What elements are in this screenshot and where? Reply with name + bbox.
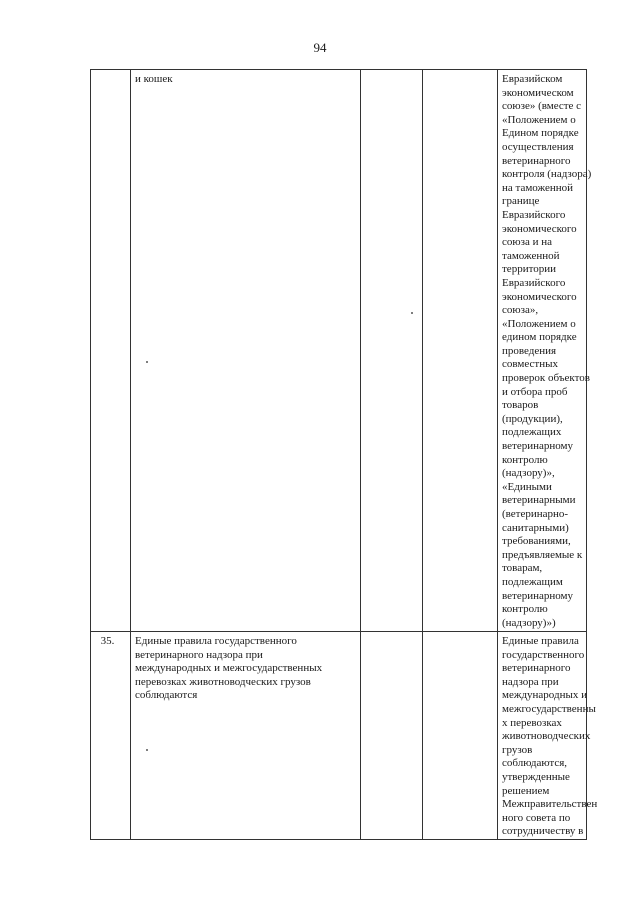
requirement-line: и кошек — [135, 73, 173, 85]
reference-line: экономического — [502, 290, 577, 303]
reference-line: проведения — [502, 344, 557, 357]
requirement-line: соблюдаются — [135, 689, 198, 702]
reference-line: решением — [502, 784, 550, 797]
reference-line: (надзору)», — [502, 467, 555, 480]
reference-line: грузов — [502, 743, 533, 756]
reference-line: «Положением о — [502, 113, 576, 126]
page-number: 94 — [313, 40, 327, 55]
reference-line: проверок объектов — [502, 372, 590, 385]
empty-cell — [423, 70, 498, 632]
reference-line: ветеринарному — [502, 440, 573, 453]
reference-line: ветеринарного — [502, 154, 571, 167]
reference-line: подлежащим — [502, 575, 563, 588]
reference-line: совместных — [502, 358, 558, 371]
requirement-cell — [131, 632, 361, 840]
reference-line: контролю — [502, 453, 548, 466]
reference-line: соблюдаются, — [502, 757, 568, 770]
reference-line: Евразийского — [502, 276, 566, 289]
reference-cell — [498, 70, 592, 632]
row-number-cell: 35. — [91, 632, 131, 840]
reference-line: ветеринарному — [502, 589, 573, 602]
reference-line: границе — [502, 195, 540, 208]
scan-speck — [411, 312, 413, 314]
reference-line: утвержденные — [502, 770, 570, 783]
row-number-cell — [91, 70, 131, 632]
reference-line: животноводческих — [502, 730, 591, 743]
reference-line: и отбора проб — [502, 385, 568, 398]
reference-line: Евразийском — [502, 73, 563, 85]
scan-speck — [146, 749, 148, 751]
reference-line: Единые правила — [502, 635, 579, 647]
reference-line: товаров — [502, 399, 539, 412]
requirement-line: перевозках животноводческих грузов — [135, 675, 311, 688]
reference-line: на таможенной — [502, 181, 574, 194]
reference-line: контроля (надзора) — [502, 168, 592, 181]
reference-line: товарам, — [502, 562, 543, 575]
reference-line: союза и на — [502, 236, 552, 249]
reference-line: контролю — [502, 603, 548, 616]
reference-line: территории — [502, 263, 557, 276]
reference-line: союза», — [502, 304, 539, 317]
reference-line: экономическом — [502, 86, 574, 99]
requirement-line: Единые правила государственного — [135, 635, 297, 647]
requirements-table — [90, 69, 598, 840]
reference-line: Межправительствен — [502, 798, 598, 811]
reference-line: (ветеринарно- — [502, 508, 569, 520]
empty-cell — [423, 632, 498, 840]
reference-line: союзе» (вместе с — [502, 100, 582, 113]
reference-line: ветеринарными — [502, 494, 576, 507]
reference-line: межгосударственны — [502, 702, 596, 715]
reference-cell — [498, 632, 598, 840]
reference-line: «Положением о — [502, 317, 576, 330]
reference-line: сотрудничеству в — [502, 825, 584, 838]
reference-line: санитарными) — [502, 521, 569, 534]
reference-line: едином порядке — [502, 331, 577, 344]
reference-line: предъявляемые к — [502, 548, 583, 561]
table-row — [91, 632, 587, 840]
reference-line: Евразийского — [502, 208, 566, 221]
reference-line: осуществления — [502, 140, 574, 153]
reference-line: подлежащих — [502, 426, 562, 439]
requirement-line: ветеринарного надзора при — [135, 648, 263, 661]
reference-line: х перевозках — [502, 716, 562, 729]
empty-cell — [361, 632, 423, 840]
reference-line: «Едиными — [502, 480, 552, 493]
table-row — [91, 70, 587, 632]
reference-line: требованиями, — [502, 535, 571, 548]
reference-line: ветеринарного — [502, 662, 571, 675]
reference-line: (надзору)») — [502, 616, 556, 629]
requirement-line: международных и межгосударственных — [135, 662, 323, 675]
reference-line: международных и — [502, 689, 588, 702]
reference-line: таможенной — [502, 249, 560, 262]
reference-line: экономического — [502, 222, 577, 235]
reference-line: Едином порядке — [502, 127, 579, 140]
reference-line: (продукции), — [502, 412, 563, 425]
empty-cell — [361, 70, 423, 632]
requirement-cell — [131, 70, 361, 632]
reference-line: надзора при — [502, 675, 559, 688]
reference-line: ного совета по — [502, 811, 571, 824]
reference-line: государственного — [502, 648, 585, 661]
scan-speck — [146, 361, 148, 363]
